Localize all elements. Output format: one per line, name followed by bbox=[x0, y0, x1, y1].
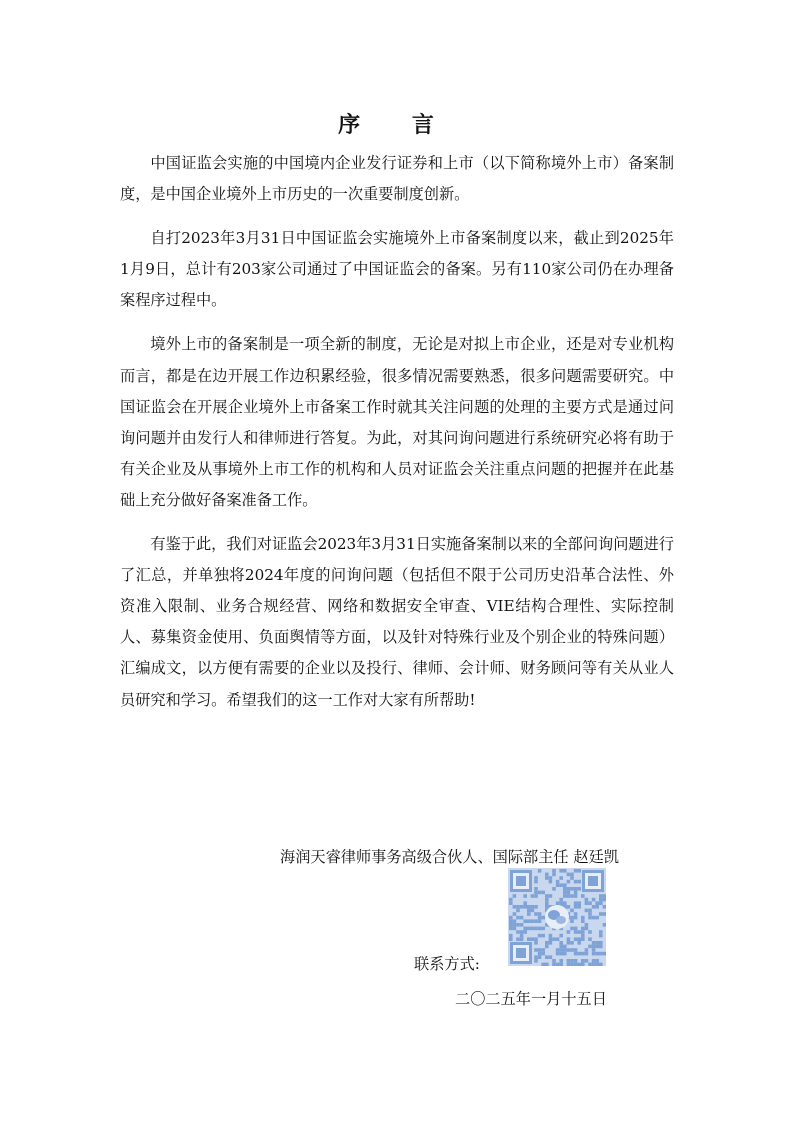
document-title: 序 言 bbox=[338, 112, 456, 138]
paragraph: 中国证监会实施的中国境内企业发行证券和上市（以下简称境外上市）备案制度，是中国企业境外上市历史的一次重要制度创新。 bbox=[120, 154, 674, 204]
paragraph: 有鉴于此，我们对证监会2023年3月31日实施备案制以来的全部问询问题进行了汇总，并单独将2024年度的问询问题（包括但不限于公司历史沿革合法性、外资准入限制、业务合规经营、网络和数据安全审查、VIE结构合理性、实际控制人、募集资金使用、负面舆情等方面，以及针对特殊行业及个别企业的特殊问题）汇编成文，以方便有需要的企业以及投行、律师、会计师、财务顾问等有关从业人员研究和学习。希望我们的这一工作对大家有所帮助! bbox=[120, 535, 674, 709]
signature-line: 海润天睿律师事务高级合伙人、国际部主任 赵廷凯 bbox=[280, 848, 619, 866]
contact-label: 联系方式: bbox=[414, 955, 480, 973]
document-body bbox=[120, 148, 674, 716]
paragraph: 自打2023年3月31日中国证监会实施境外上市备案制度以来，截止到2025年1月9日，总计有203家公司通过了中国证监会的备案。另有110家公司仍在办理备案程序过程中。 bbox=[120, 229, 674, 310]
wechat-qr-code-icon bbox=[508, 868, 606, 966]
paragraph: 境外上市的备案制是一项全新的制度，无论是对拟上市企业，还是对专业机构而言，都是在边开展工作边积累经验，很多情况需要熟悉，很多问题需要研究。中国证监会在开展企业境外上市备案工作时就其关注问题的处理的主要方式是通过问询问题并由发行人和律师进行答复。为此，对其问询问题进行系统研究必将有助于有关企业及从事境外上市工作的机构和人员对证监会关注重点问题的把握并在此基础上充分做好备案准备工作。 bbox=[120, 335, 674, 509]
document-date: 二〇二五年一月十五日 bbox=[455, 990, 607, 1008]
